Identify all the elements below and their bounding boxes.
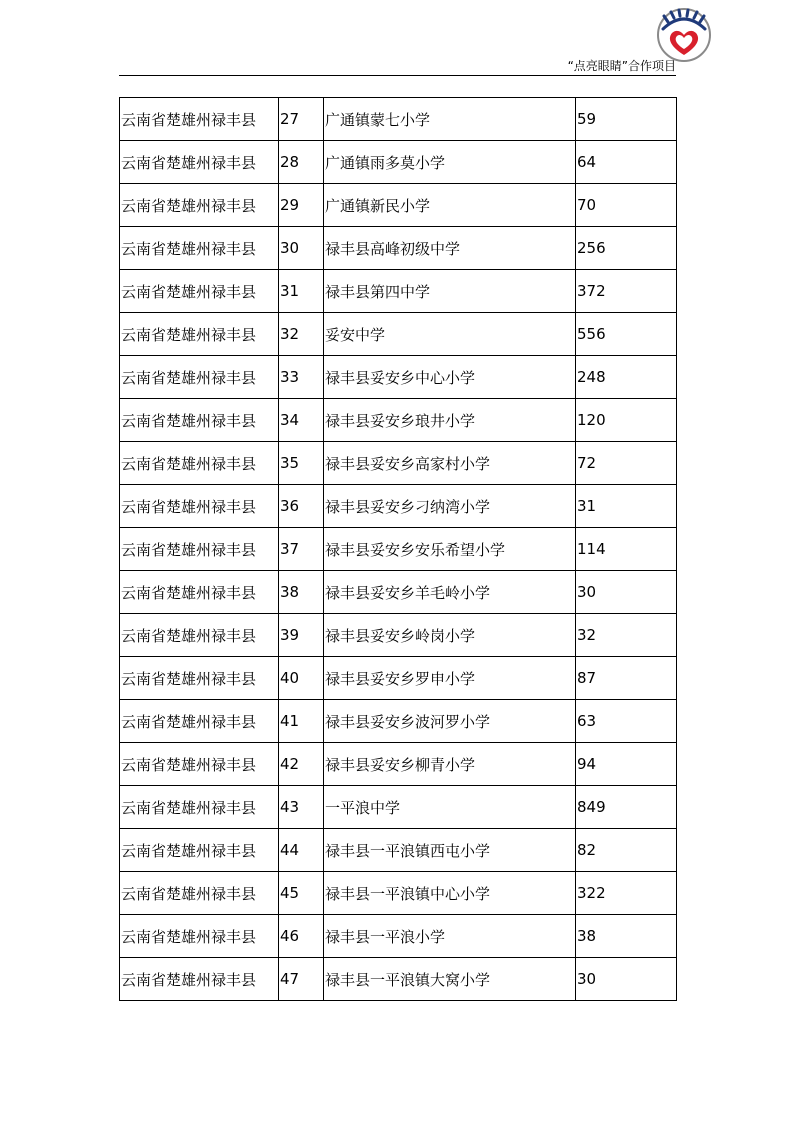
table-row: [120, 356, 677, 399]
region-cell: 云南省楚雄州禄丰县: [120, 614, 279, 657]
region-cell: 云南省楚雄州禄丰县: [120, 313, 279, 356]
region-cell: 云南省楚雄州禄丰县: [120, 270, 279, 313]
table-row: [120, 786, 677, 829]
count-cell: 38: [576, 915, 677, 958]
region-cell: 云南省楚雄州禄丰县: [120, 829, 279, 872]
count-cell: 32: [576, 614, 677, 657]
number-cell: 36: [279, 485, 324, 528]
table-row: [120, 872, 677, 915]
table-row: [120, 657, 677, 700]
region-cell: 云南省楚雄州禄丰县: [120, 98, 279, 141]
count-cell: 322: [576, 872, 677, 915]
table-row: [120, 270, 677, 313]
count-cell: 87: [576, 657, 677, 700]
table-row: [120, 700, 677, 743]
school-name-cell: 广通镇新民小学: [324, 184, 576, 227]
number-cell: 38: [279, 571, 324, 614]
count-cell: 82: [576, 829, 677, 872]
count-cell: 120: [576, 399, 677, 442]
school-name-cell: 禄丰县妥安乡羊毛岭小学: [324, 571, 576, 614]
table-row: [120, 442, 677, 485]
region-cell: 云南省楚雄州禄丰县: [120, 184, 279, 227]
region-cell: 云南省楚雄州禄丰县: [120, 657, 279, 700]
school-name-cell: 广通镇蒙七小学: [324, 98, 576, 141]
count-cell: 94: [576, 743, 677, 786]
region-cell: 云南省楚雄州禄丰县: [120, 227, 279, 270]
school-name-cell: 禄丰县妥安乡波河罗小学: [324, 700, 576, 743]
school-name-cell: 禄丰县一平浪镇西屯小学: [324, 829, 576, 872]
region-cell: 云南省楚雄州禄丰县: [120, 399, 279, 442]
number-cell: 45: [279, 872, 324, 915]
table-row: [120, 571, 677, 614]
table-row: [120, 227, 677, 270]
number-cell: 28: [279, 141, 324, 184]
school-name-cell: 禄丰县妥安乡琅井小学: [324, 399, 576, 442]
region-cell: 云南省楚雄州禄丰县: [120, 528, 279, 571]
count-cell: 30: [576, 571, 677, 614]
table-row: [120, 614, 677, 657]
school-name-cell: 禄丰县妥安乡高家村小学: [324, 442, 576, 485]
count-cell: 372: [576, 270, 677, 313]
school-name-cell: 禄丰县妥安乡安乐希望小学: [324, 528, 576, 571]
number-cell: 47: [279, 958, 324, 1001]
region-cell: 云南省楚雄州禄丰县: [120, 958, 279, 1001]
number-cell: 30: [279, 227, 324, 270]
count-cell: 256: [576, 227, 677, 270]
school-table: [119, 97, 677, 1001]
count-cell: 59: [576, 98, 677, 141]
table-row: [120, 743, 677, 786]
count-cell: 31: [576, 485, 677, 528]
number-cell: 43: [279, 786, 324, 829]
school-name-cell: 禄丰县高峰初级中学: [324, 227, 576, 270]
region-cell: 云南省楚雄州禄丰县: [120, 743, 279, 786]
school-name-cell: 禄丰县妥安乡中心小学: [324, 356, 576, 399]
count-cell: 64: [576, 141, 677, 184]
region-cell: 云南省楚雄州禄丰县: [120, 356, 279, 399]
number-cell: 27: [279, 98, 324, 141]
region-cell: 云南省楚雄州禄丰县: [120, 442, 279, 485]
table-row: [120, 184, 677, 227]
number-cell: 31: [279, 270, 324, 313]
eye-logo-icon: [649, 5, 719, 63]
number-cell: 46: [279, 915, 324, 958]
count-cell: 248: [576, 356, 677, 399]
region-cell: 云南省楚雄州禄丰县: [120, 700, 279, 743]
table-row: [120, 98, 677, 141]
table-row: [120, 313, 677, 356]
region-cell: 云南省楚雄州禄丰县: [120, 141, 279, 184]
number-cell: 41: [279, 700, 324, 743]
header-divider: [119, 75, 676, 76]
table-row: [120, 141, 677, 184]
count-cell: 849: [576, 786, 677, 829]
school-name-cell: 妥安中学: [324, 313, 576, 356]
number-cell: 39: [279, 614, 324, 657]
region-cell: 云南省楚雄州禄丰县: [120, 571, 279, 614]
school-name-cell: 广通镇雨多莫小学: [324, 141, 576, 184]
number-cell: 40: [279, 657, 324, 700]
count-cell: 556: [576, 313, 677, 356]
school-name-cell: 禄丰县第四中学: [324, 270, 576, 313]
table-row: [120, 399, 677, 442]
table-row: [120, 958, 677, 1001]
count-cell: 70: [576, 184, 677, 227]
number-cell: 42: [279, 743, 324, 786]
region-cell: 云南省楚雄州禄丰县: [120, 872, 279, 915]
count-cell: 63: [576, 700, 677, 743]
count-cell: 72: [576, 442, 677, 485]
number-cell: 33: [279, 356, 324, 399]
table-row: [120, 528, 677, 571]
count-cell: 114: [576, 528, 677, 571]
school-name-cell: 禄丰县妥安乡岭岗小学: [324, 614, 576, 657]
region-cell: 云南省楚雄州禄丰县: [120, 786, 279, 829]
number-cell: 44: [279, 829, 324, 872]
school-name-cell: 禄丰县妥安乡柳青小学: [324, 743, 576, 786]
region-cell: 云南省楚雄州禄丰县: [120, 915, 279, 958]
project-header-text: “点亮眼睛”合作项目: [567, 59, 676, 73]
school-name-cell: 禄丰县一平浪镇中心小学: [324, 872, 576, 915]
school-name-cell: 禄丰县妥安乡刁纳湾小学: [324, 485, 576, 528]
region-cell: 云南省楚雄州禄丰县: [120, 485, 279, 528]
number-cell: 37: [279, 528, 324, 571]
number-cell: 29: [279, 184, 324, 227]
count-cell: 30: [576, 958, 677, 1001]
number-cell: 35: [279, 442, 324, 485]
number-cell: 34: [279, 399, 324, 442]
school-name-cell: 一平浪中学: [324, 786, 576, 829]
table-row: [120, 829, 677, 872]
table-row: [120, 915, 677, 958]
school-name-cell: 禄丰县一平浪镇大窝小学: [324, 958, 576, 1001]
number-cell: 32: [279, 313, 324, 356]
school-name-cell: 禄丰县一平浪小学: [324, 915, 576, 958]
school-name-cell: 禄丰县妥安乡罗申小学: [324, 657, 576, 700]
table-row: [120, 485, 677, 528]
